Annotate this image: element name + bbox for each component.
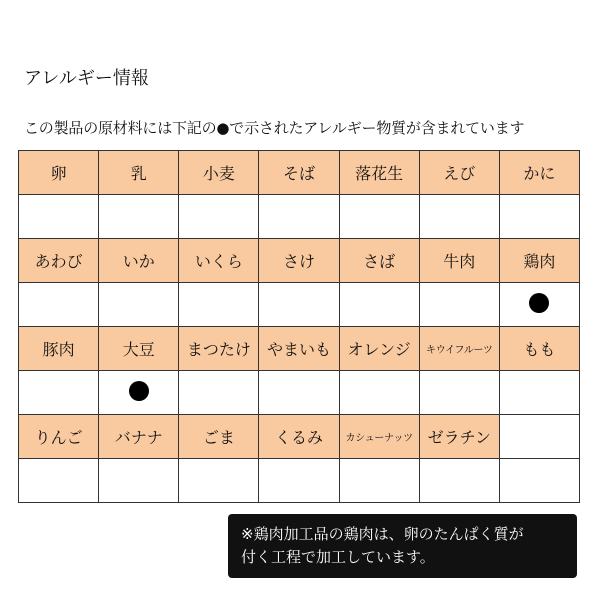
- allergen-mark-cell: [19, 195, 99, 239]
- allergen-name-cell: あわび: [19, 239, 99, 283]
- allergen-name-cell: 乳: [99, 151, 179, 195]
- allergen-name-cell: やまいも: [259, 327, 339, 371]
- allergen-name-cell: カシューナッツ: [339, 415, 419, 459]
- allergen-mark-cell: [339, 459, 419, 503]
- allergen-name-cell: えび: [419, 151, 499, 195]
- allergen-name-cell: さけ: [259, 239, 339, 283]
- contains-dot-icon: [529, 293, 549, 313]
- allergen-mark-row: [19, 195, 580, 239]
- allergen-mark-cell: [419, 283, 499, 327]
- allergen-name-cell: もも: [499, 327, 579, 371]
- allergen-name-cell: りんご: [19, 415, 99, 459]
- allergen-name-row: [19, 151, 580, 195]
- allergen-name-cell: ゼラチン: [419, 415, 499, 459]
- allergen-name-cell: 牛肉: [419, 239, 499, 283]
- allergen-name-cell: バナナ: [99, 415, 179, 459]
- allergen-mark-cell: [419, 459, 499, 503]
- allergen-name-cell: 落花生: [339, 151, 419, 195]
- allergen-name-cell: かに: [499, 151, 579, 195]
- allergen-mark-cell: [99, 195, 179, 239]
- note-line-1: ※鶏肉加工品の鶏肉は、卵のたんぱく質が: [241, 525, 524, 543]
- allergen-name-cell: オレンジ: [339, 327, 419, 371]
- allergen-mark-cell: [419, 195, 499, 239]
- page-title: アレルギー情報: [24, 68, 149, 89]
- allergen-name-row: [19, 327, 580, 371]
- note-line-2: 付く工程で加工しています。: [241, 548, 435, 566]
- allergen-mark-cell: [259, 195, 339, 239]
- allergen-mark-cell: [179, 371, 259, 415]
- allergen-mark-cell: [339, 195, 419, 239]
- allergen-name-cell: 豚肉: [19, 327, 99, 371]
- allergen-mark-cell: [179, 195, 259, 239]
- allergen-mark-row: [19, 371, 580, 415]
- allergen-name-cell: 小麦: [179, 151, 259, 195]
- allergen-name-row: [19, 239, 580, 283]
- allergen-name-cell: 鶏肉: [499, 239, 579, 283]
- allergen-name-cell: 大豆: [99, 327, 179, 371]
- allergen-name-cell: そば: [259, 151, 339, 195]
- allergen-mark-cell: [19, 283, 99, 327]
- allergen-name-cell: いくら: [179, 239, 259, 283]
- allergen-name-cell: キウイフルーツ: [419, 327, 499, 371]
- allergen-mark-cell: [19, 459, 99, 503]
- allergen-mark-cell: [259, 371, 339, 415]
- allergen-mark-cell: [99, 283, 179, 327]
- contains-dot-icon: [129, 381, 149, 401]
- allergen-mark-cell: [419, 371, 499, 415]
- allergen-mark-cell: [499, 283, 579, 327]
- allergen-description: この製品の原材料には下記の●で示されたアレルギー物質が含まれています: [24, 119, 525, 137]
- allergen-name-cell: 卵: [19, 151, 99, 195]
- allergen-mark-cell: [19, 371, 99, 415]
- allergen-mark-cell: [179, 283, 259, 327]
- allergen-name-cell: まつたけ: [179, 327, 259, 371]
- allergen-name-cell: いか: [99, 239, 179, 283]
- allergen-mark-row: [19, 459, 580, 503]
- allergen-name-cell: ごま: [179, 415, 259, 459]
- allergen-table: [18, 150, 580, 503]
- allergen-mark-row: [19, 283, 580, 327]
- allergen-name-cell: さば: [339, 239, 419, 283]
- empty-cell: [499, 415, 579, 459]
- allergen-mark-cell: [339, 371, 419, 415]
- allergen-mark-cell: [339, 283, 419, 327]
- allergen-mark-cell: [499, 195, 579, 239]
- allergen-mark-cell: [499, 371, 579, 415]
- allergen-mark-cell: [259, 283, 339, 327]
- allergen-mark-cell: [99, 371, 179, 415]
- allergen-mark-cell: [99, 459, 179, 503]
- allergen-mark-cell: [179, 459, 259, 503]
- allergen-mark-cell: [259, 459, 339, 503]
- allergen-name-cell: くるみ: [259, 415, 339, 459]
- allergen-name-row: [19, 415, 580, 459]
- note-box: [228, 514, 577, 578]
- allergen-mark-cell: [499, 459, 579, 503]
